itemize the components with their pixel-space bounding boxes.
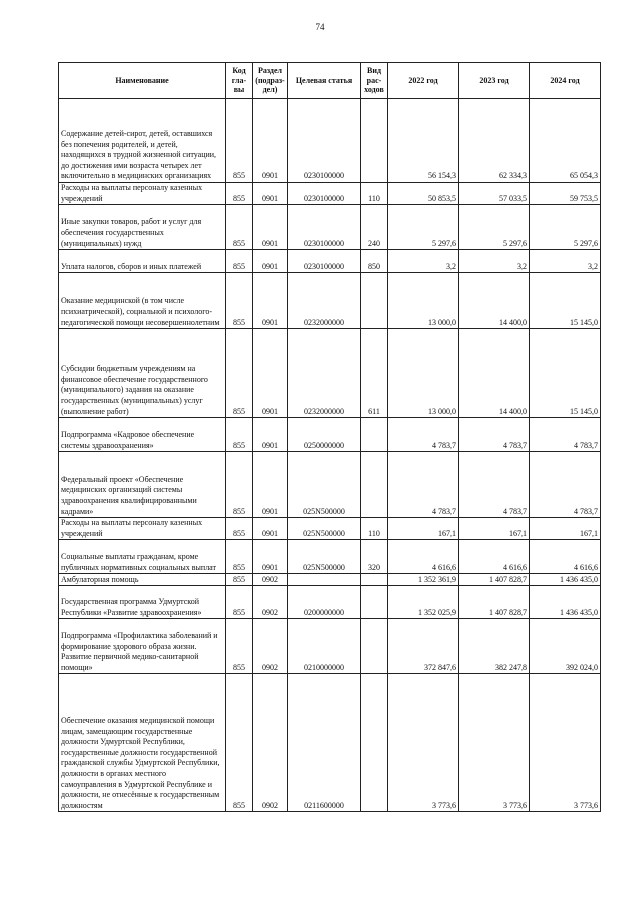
cell-kod: 855 xyxy=(226,518,253,540)
cell-razdel: 0901 xyxy=(253,205,288,250)
cell-vid xyxy=(361,273,388,329)
cell-y2022: 1 352 361,9 xyxy=(388,574,459,586)
cell-y2022: 5 297,6 xyxy=(388,205,459,250)
cell-razdel: 0901 xyxy=(253,99,288,183)
cell-y2023: 57 033,5 xyxy=(459,183,530,205)
cell-kod: 855 xyxy=(226,452,253,518)
cell-y2023: 1 407 828,7 xyxy=(459,574,530,586)
cell-cel: 0230100000 xyxy=(288,250,361,273)
cell-name: Содержание детей-сирот, детей, оставшихся без попечения родителей, и детей, находящихся в трудной жизненной ситуации, до достижения ими возраста четырех лет включительно в медицинских организациях xyxy=(59,99,226,183)
table-row xyxy=(59,183,601,205)
cell-vid: 320 xyxy=(361,540,388,574)
cell-kod: 855 xyxy=(226,586,253,619)
cell-y2023: 1 407 828,7 xyxy=(459,586,530,619)
cell-y2024: 392 024,0 xyxy=(530,619,601,674)
header-row xyxy=(59,63,601,99)
cell-cel: 0210000000 xyxy=(288,619,361,674)
cell-name: Социальные выплаты гражданам, кроме публичных нормативных социальных выплат xyxy=(59,540,226,574)
cell-name: Обеспечение оказания медицинской помощи лицам, замещающим государственные должности Удмуртской Республики, государственные должности государственной гражданской службы Удмуртской Республики, должности в органах местного самоуправления в Удмуртской Республике и должности, не отнесённые к государственным должностям xyxy=(59,674,226,812)
page-number: 74 xyxy=(315,22,325,32)
cell-name: Оказание медицинской (в том числе психиатрической), социальной и психолого-педагогической помощи несовершеннолетним xyxy=(59,273,226,329)
cell-razdel: 0901 xyxy=(253,540,288,574)
cell-y2024: 15 145,0 xyxy=(530,273,601,329)
cell-vid: 110 xyxy=(361,183,388,205)
cell-cel: 0230100000 xyxy=(288,205,361,250)
cell-kod: 855 xyxy=(226,99,253,183)
cell-y2022: 3,2 xyxy=(388,250,459,273)
cell-vid xyxy=(361,674,388,812)
cell-cel: 0232000000 xyxy=(288,329,361,418)
cell-vid xyxy=(361,99,388,183)
header-2024: 2024 год xyxy=(530,63,601,99)
cell-razdel: 0901 xyxy=(253,250,288,273)
cell-razdel: 0901 xyxy=(253,418,288,452)
cell-name: Амбулаторная помощь xyxy=(59,574,226,586)
cell-kod: 855 xyxy=(226,205,253,250)
table-row xyxy=(59,250,601,273)
cell-y2023: 5 297,6 xyxy=(459,205,530,250)
cell-y2022: 372 847,6 xyxy=(388,619,459,674)
cell-vid: 850 xyxy=(361,250,388,273)
cell-y2024: 5 297,6 xyxy=(530,205,601,250)
cell-y2024: 1 436 435,0 xyxy=(530,574,601,586)
cell-y2022: 4 783,7 xyxy=(388,452,459,518)
cell-name: Субсидии бюджетным учреждениям на финансовое обеспечение государственного (муниципального) задания на оказание государственных (муниципальных) услуг (выполнение работ) xyxy=(59,329,226,418)
cell-cel: 025N500000 xyxy=(288,540,361,574)
cell-cel: 025N500000 xyxy=(288,452,361,518)
table-row xyxy=(59,674,601,812)
cell-y2022: 4 783,7 xyxy=(388,418,459,452)
cell-y2023: 4 783,7 xyxy=(459,418,530,452)
cell-y2024: 3,2 xyxy=(530,250,601,273)
table-row xyxy=(59,574,601,586)
cell-cel: 0230100000 xyxy=(288,183,361,205)
cell-y2023: 14 400,0 xyxy=(459,329,530,418)
cell-vid: 240 xyxy=(361,205,388,250)
cell-y2024: 4 783,7 xyxy=(530,418,601,452)
cell-vid: 110 xyxy=(361,518,388,540)
cell-name: Расходы на выплаты персоналу казенных учреждений xyxy=(59,183,226,205)
cell-vid xyxy=(361,452,388,518)
cell-y2024: 3 773,6 xyxy=(530,674,601,812)
cell-y2024: 4 783,7 xyxy=(530,452,601,518)
cell-y2023: 167,1 xyxy=(459,518,530,540)
cell-y2022: 4 616,6 xyxy=(388,540,459,574)
cell-kod: 855 xyxy=(226,250,253,273)
cell-y2022: 13 000,0 xyxy=(388,273,459,329)
cell-name: Иные закупки товаров, работ и услуг для обеспечения государственных (муниципальных) нужд xyxy=(59,205,226,250)
table-row xyxy=(59,518,601,540)
cell-kod: 855 xyxy=(226,674,253,812)
table-row xyxy=(59,540,601,574)
cell-kod: 855 xyxy=(226,183,253,205)
table-row xyxy=(59,586,601,619)
cell-razdel: 0901 xyxy=(253,329,288,418)
table-row xyxy=(59,418,601,452)
header-cel: Целевая статья xyxy=(288,63,361,99)
cell-name: Расходы на выплаты персоналу казенных учреждений xyxy=(59,518,226,540)
cell-y2022: 1 352 025,9 xyxy=(388,586,459,619)
table-row xyxy=(59,329,601,418)
cell-name: Государственная программа Удмуртской Республики «Развитие здравоохранения» xyxy=(59,586,226,619)
cell-cel xyxy=(288,574,361,586)
cell-y2024: 59 753,5 xyxy=(530,183,601,205)
cell-vid xyxy=(361,418,388,452)
cell-cel: 025N500000 xyxy=(288,518,361,540)
cell-y2022: 56 154,3 xyxy=(388,99,459,183)
cell-kod: 855 xyxy=(226,273,253,329)
cell-kod: 855 xyxy=(226,574,253,586)
cell-razdel: 0902 xyxy=(253,586,288,619)
header-vid: Вид рас- ходов xyxy=(361,63,388,99)
cell-y2023: 3,2 xyxy=(459,250,530,273)
cell-name: Уплата налогов, сборов и иных платежей xyxy=(59,250,226,273)
header-razdel: Раздел (подраз- дел) xyxy=(253,63,288,99)
table-row xyxy=(59,273,601,329)
cell-vid: 611 xyxy=(361,329,388,418)
cell-razdel: 0902 xyxy=(253,619,288,674)
cell-kod: 855 xyxy=(226,540,253,574)
cell-cel: 0250000000 xyxy=(288,418,361,452)
cell-y2023: 4 783,7 xyxy=(459,452,530,518)
table-row xyxy=(59,99,601,183)
cell-cel: 0200000000 xyxy=(288,586,361,619)
cell-razdel: 0901 xyxy=(253,452,288,518)
cell-razdel: 0901 xyxy=(253,183,288,205)
cell-y2024: 15 145,0 xyxy=(530,329,601,418)
cell-razdel: 0902 xyxy=(253,574,288,586)
cell-kod: 855 xyxy=(226,619,253,674)
header-kod: Код гла- вы xyxy=(226,63,253,99)
cell-y2023: 4 616,6 xyxy=(459,540,530,574)
table-row xyxy=(59,452,601,518)
cell-y2022: 167,1 xyxy=(388,518,459,540)
header-2022: 2022 год xyxy=(388,63,459,99)
cell-name: Федеральный проект «Обеспечение медицинских организаций системы здравоохранения квалифицированными кадрами» xyxy=(59,452,226,518)
header-2023: 2023 год xyxy=(459,63,530,99)
cell-kod: 855 xyxy=(226,329,253,418)
cell-y2024: 65 054,3 xyxy=(530,99,601,183)
cell-vid xyxy=(361,586,388,619)
cell-y2022: 13 000,0 xyxy=(388,329,459,418)
cell-y2023: 382 247,8 xyxy=(459,619,530,674)
cell-y2024: 167,1 xyxy=(530,518,601,540)
cell-y2023: 3 773,6 xyxy=(459,674,530,812)
cell-y2023: 14 400,0 xyxy=(459,273,530,329)
table-row xyxy=(59,619,601,674)
cell-cel: 0211600000 xyxy=(288,674,361,812)
cell-razdel: 0901 xyxy=(253,273,288,329)
cell-y2024: 1 436 435,0 xyxy=(530,586,601,619)
cell-razdel: 0902 xyxy=(253,674,288,812)
budget-table xyxy=(58,62,601,812)
cell-vid xyxy=(361,619,388,674)
cell-y2023: 62 334,3 xyxy=(459,99,530,183)
cell-razdel: 0901 xyxy=(253,518,288,540)
cell-y2022: 50 853,5 xyxy=(388,183,459,205)
cell-cel: 0232000000 xyxy=(288,273,361,329)
table-row xyxy=(59,205,601,250)
header-name: Наименование xyxy=(59,63,226,99)
cell-y2022: 3 773,6 xyxy=(388,674,459,812)
cell-name: Подпрограмма «Профилактика заболеваний и формирование здорового образа жизни. Развитие первичной медико-санитарной помощи» xyxy=(59,619,226,674)
cell-y2024: 4 616,6 xyxy=(530,540,601,574)
cell-vid xyxy=(361,574,388,586)
cell-name: Подпрограмма «Кадровое обеспечение системы здравоохранения» xyxy=(59,418,226,452)
cell-cel: 0230100000 xyxy=(288,99,361,183)
cell-kod: 855 xyxy=(226,418,253,452)
